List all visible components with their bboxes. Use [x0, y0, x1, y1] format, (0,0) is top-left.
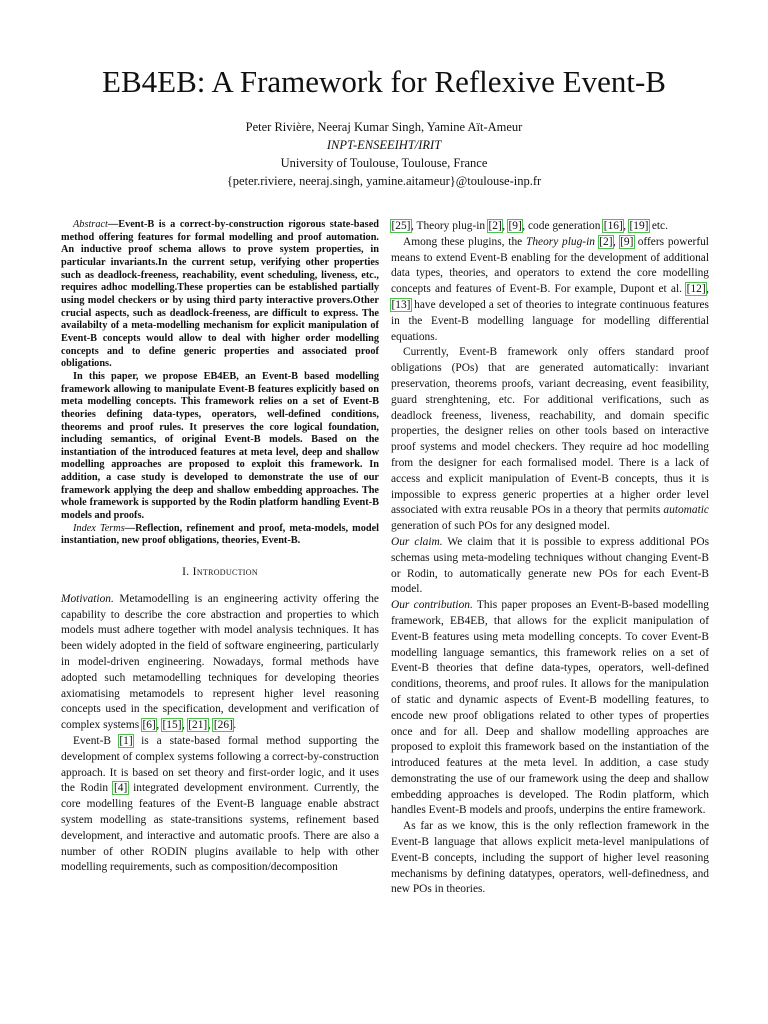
section-title: Introduction: [192, 565, 258, 579]
citation-link[interactable]: [16]: [603, 220, 623, 232]
author-emails: {peter.riviere, neeraj.singh, yamine.aitameur}@toulouse-inp.fr: [226, 174, 542, 188]
index-terms: [61, 523, 379, 548]
index-terms-text: Reflection, refinement and proof, meta-models, model instantiation, new proof obligations, theories, Event-B.: [61, 522, 380, 547]
section-heading: [61, 564, 379, 580]
abstract-paragraph: [61, 219, 379, 371]
citation-link[interactable]: [21]: [188, 719, 208, 732]
plugins-text-c: have developed a set of theories to integrate continuous features in the Event-B modelling language for modelling differential equations.: [391, 298, 709, 343]
motivation-paragraph: Motivation. Metamodelling is an engineering activity offering the capability to describe the core abstraction and properties to which models must adhere together with model analysis techniques. It has been widely adopted in the field of software engineering, particularly in model-driven engineering. Nowadays, formal methods have adopted such metamodelling techniques for developing theories axiomatising metamodels to represent higher level reasoning concepts used in the specification, development and verification of complex systems [6], [15], [21], [26].: [61, 592, 379, 732]
plugins-text-b: offers powerful means to extend Event-B enabling for the development of additional data types, theories, and operators to extend the core modelling concepts and features of Event-B. For example, Dupont et al.: [391, 235, 709, 296]
plugins-text-a: Among these plugins, the: [403, 235, 523, 248]
motivation-label: Motivation.: [61, 592, 114, 605]
contribution-paragraph: [391, 598, 709, 819]
citation-link[interactable]: [26]: [213, 719, 233, 732]
currently-text-a: Currently, Event-B framework only offers standard proof obligations (POs) that are generated automatically: invariant preservation, theorems proofs, variant decreasing, event feasibility, guard strenghtening, etc. For additional verifications, such as deadlock freeness, liveness, reachability, and domain specific properties, the designer relies on other tools based on interactive proof systems and model checkers. They require ad hoc modelling from the designer for each formalised model. There is a lack of access and explicit manipulation of Event-B concepts, thus it is impossible to express generic properties at a higher order level associated with extra reusable POs in a theory that permits: [391, 346, 709, 517]
claim-label: Our claim.: [391, 535, 443, 548]
right-column: [391, 219, 709, 898]
citation-link[interactable]: [13]: [391, 298, 411, 311]
left-column: [61, 219, 379, 876]
eventb-text-a: Event-B: [73, 735, 111, 748]
theory-plugin-text: Theory plug-in: [416, 220, 486, 232]
citation-link[interactable]: [2]: [599, 235, 613, 248]
eventb-paragraph: [61, 734, 379, 876]
citation-link[interactable]: [6]: [142, 719, 156, 732]
index-terms-dash: —: [124, 522, 136, 534]
asfar-paragraph: As far as we know, this is the only reflection framework in the Event-B language that allows explicit meta-level manipulations of Event-B concepts, including the support of higher level reasoning mechanisms by defining datatypes, operators, well-definedness, and new POs in theories.: [391, 820, 709, 896]
eventb-paragraph-continued: [25], Theory plug-in [2], [9], code generation [16], [19] etc.: [391, 220, 668, 232]
affiliation: INPT-ENSEEIHT/IRIT: [326, 138, 442, 152]
citation-link[interactable]: [4]: [113, 782, 128, 795]
citation-link[interactable]: [15]: [162, 719, 182, 732]
currently-text-b: generation of such POs for any designed model.: [391, 520, 610, 533]
abstract-dash: —: [107, 219, 119, 230]
abstract-text-1: Event-B is a correct-by-construction rigorous state-based method offering features for formal modelling and proof automation. An inductive proof schema allows to prove system properties, in particular invariants.In the current setup, verifying other properties such as deadlock-freeness, reachability, event scheduling, liveness, etc., requires adhoc modelling.These properties can be established partially using model checkers or by using third party interactive provers.Other crucial aspects, such as deadlock-freeness, are difficult to express. The availabilty of a meta-modelling mechanism for explicit manipulation of Event-B concepts would allow to deal with higher order modelling concepts and to define generic properties and associated proof obligations.: [61, 219, 379, 370]
abstract-label: Abstract: [73, 219, 108, 230]
eventb-text-b: is a state-based formal method supporting the development of complex systems following a correct-by-construction approach. It is based on set theory and first-order logic, and it uses the Rodin: [61, 735, 379, 795]
contribution-text: This paper proposes an Event-B-based modelling framework, EB4EB, that allows for the explicit manipulation of Event-B features using meta modelling concepts. To cover Event-B modelling language semantics, this framework relies on a set of Event-B theories that define data-types, operators, well-defined conditions, theorems, and proof rules. It allows for the manipulation of static and dynamic aspects of Event-B modelling features, to encode new proof obligations related to other types of properties once and for all. Deep and shallow modelling approaches are proposed to exploit this framework based on the instantiation of the introduced features at the meta level. In addition, a case study demonstrating the use of our framework using the deep and shallow embedding approaches is developed. The Rodin platform, which handles Event-B models and proofs, underpins the entire framework.: [391, 599, 709, 817]
etc-text: etc.: [651, 220, 668, 232]
motivation-text: Metamodelling is an engineering activity offering the capability to describe the core abstraction and properties to which models must adhere together with model analysis techniques. It has been widely adopted in the field of software engineering, particularly in model-driven engineering. Nowadays, formal methods have adopted such metamodelling techniques for developing theories axiomatising metamodels to represent higher level reasoning concepts used in the specification, development and verification of complex systems: [61, 592, 379, 732]
section-numeral: I.: [182, 565, 190, 579]
code-generation-text: code generation: [528, 220, 601, 232]
citation-link[interactable]: [1]: [119, 735, 133, 748]
citation-link[interactable]: [2]: [488, 220, 502, 232]
claim-paragraph: [391, 535, 709, 598]
paper-title: EB4EB: A Framework for Reflexive Event-B: [102, 64, 666, 99]
currently-paragraph: [391, 345, 709, 535]
author-block: [0, 118, 768, 190]
citation-link[interactable]: [9]: [620, 235, 634, 248]
abstract-paragraph-2: In this paper, we propose EB4EB, an Event-B based modelling framework allowing to manipulate Event-B features explicitly based on meta modelling concepts. This framework relies on a set of Event-B theories defining data-types, operators, well-defined conditions, theorems and proof rules. It preserves the core logical foundation, including semantics, of original Event-B models. Based on the instantiation of the introduced features at meta level, deep and shallow modelling approaches are proposed to exploit this framework. In addition, a case study is developed to demonstrate the use of our framework applying the deep and shallow embedding approaches. The whole framework is supported by the Rodin platform handling Event-B models and proofs.: [61, 370, 379, 522]
citation-link[interactable]: [25]: [391, 220, 411, 232]
author-names: Peter Rivière, Neeraj Kumar Singh, Yamine Aït-Ameur: [245, 120, 523, 134]
contribution-label: Our contribution.: [391, 599, 473, 612]
citation-link[interactable]: [12]: [686, 283, 706, 296]
plugins-paragraph: Among these plugins, the Theory plug-in [2], [9] offers powerful means to extend Event-B enabling for the development of additional data types, theories, and operators to extend the core modelling concepts and features of Event-B. For example, Dupont et al. [12], [13] have developed a set of theories to integrate continuous features in the Event-B modelling language for modelling differential equations.: [391, 235, 709, 343]
citation-link[interactable]: [19]: [629, 220, 649, 232]
university: University of Toulouse, Toulouse, France: [280, 156, 488, 170]
citation-link[interactable]: [9]: [508, 220, 522, 232]
theory-plugin-italic: Theory plug-in: [525, 235, 595, 248]
automatic-italic: automatic: [663, 504, 709, 517]
claim-text: We claim that it is possible to express additional POs schemas using meta-modeling techniques without changing Event-B or Rodin, to automatically generate new POs for each Event-B model.: [391, 535, 709, 596]
index-terms-label: Index Terms: [73, 522, 125, 534]
eventb-text-c: integrated development environment. Currently, the core modelling features of the Event-B language enable abstract system modelling as state-transitions systems, refinement based development, and interactive and automatic proofs. There are also a number of other RODIN plugins available to help with other modelling requirements, such as composition/decomposition: [61, 782, 379, 874]
